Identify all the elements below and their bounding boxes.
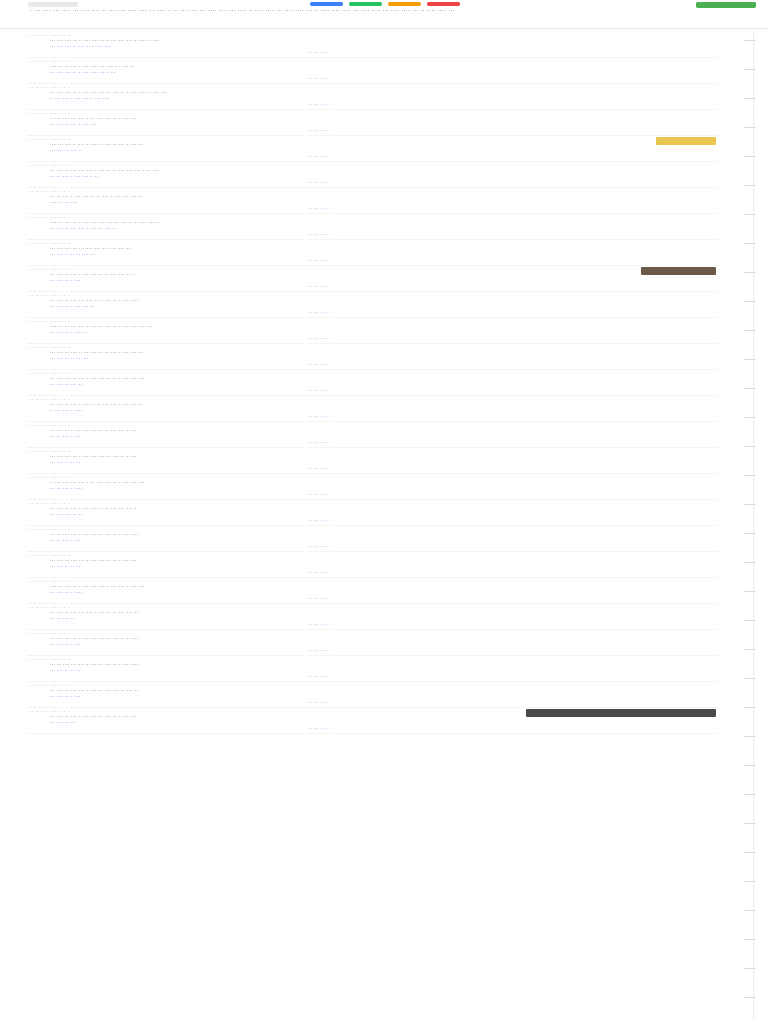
post-actions[interactable]: ··· ···· ··· ··· (308, 518, 329, 523)
post-actions[interactable]: ··· ···· ··· ··· (308, 700, 329, 705)
post-body-line: ···· ··· ···· ·· ···· ··· ···· ·· ···· ··· ··· ·· ···· ··· (50, 142, 143, 148)
post-body-line: ··· ···· ··· ···· ·· ···· ··· ··· ···· ··· ·· ···· ··· (50, 714, 137, 720)
post-meta[interactable]: · ··· ···· ··· · ····· ·· ···· ·· (28, 215, 71, 220)
scroll-marker (744, 359, 756, 360)
post-body-line: ··· ··· ···· ·· ···· (50, 486, 83, 492)
post-actions[interactable]: ··· ···· ··· ··· (308, 310, 329, 315)
scroll-marker (744, 910, 756, 911)
post-actions[interactable]: ··· ···· ··· ··· (308, 102, 329, 107)
post-body-line: ··· ···· ·· ···· ··· ···· ··· (50, 122, 97, 128)
scroll-marker (744, 388, 756, 389)
post-meta[interactable]: · ··· ···· ··· · ····· ·· ···· ·· (28, 345, 71, 350)
post-feed (28, 32, 718, 1022)
post-body-line: ··· ··· ···· ···· ·· ··· ···· ··· ···· ··· ·· ···· ···· (50, 532, 139, 538)
scroll-marker (744, 591, 756, 592)
post-meta[interactable]: · ··· ···· ··· · ····· ·· ···· ·· (28, 59, 71, 64)
post-body-line: ·· ···· ···· ··· ···· ·· ··· ···· ···· ··· ·· ···· ··· (50, 116, 137, 122)
post-item (28, 552, 718, 578)
post-body-line: ··· ···· ··· ···· ·· ···· ··· ··· ··· ···· ·· ··· ···· ··· (50, 350, 143, 356)
scroll-marker (744, 156, 756, 157)
scroll-marker (744, 504, 756, 505)
post-body-line: ··· ···· ··· ···· ··· ···· ·· ···· ··· ·· ···· ···· ··· (50, 610, 139, 616)
post-actions[interactable]: ··· ···· ··· ··· (308, 414, 329, 419)
post-item (28, 656, 718, 682)
scroll-marker (744, 765, 756, 766)
post-body-line: ··· ···· ···· ··· ·· ···· ··· ···· ··· ···· ·· ··· ···· ···· ·· ···· ···· (50, 90, 168, 96)
post-body-line: ··· ··· ··· ·· ···· ···· ··· ·· ···· ··· ···· ··· ···· ··· (50, 194, 143, 200)
post-item (28, 344, 718, 370)
post-item (28, 110, 718, 136)
post-body-line: ··· ···· ·· ··· ···· (50, 590, 83, 596)
scroll-marker (744, 69, 756, 70)
post-item (28, 448, 718, 474)
post-meta[interactable]: · ··· ···· ··· · ····· ·· ···· ·· (28, 293, 71, 298)
post-actions[interactable]: ··· ···· ··· ··· (308, 76, 329, 81)
post-thumbnail[interactable] (526, 709, 716, 717)
post-body-line: ··· ·· ···· ··· ··· (50, 434, 81, 440)
scroll-marker (744, 185, 756, 186)
post-actions[interactable]: ··· ···· ··· ··· (308, 674, 329, 679)
scroll-marker (744, 736, 756, 737)
post-actions[interactable]: ··· ···· ··· ··· (308, 544, 329, 549)
post-body-line: ··· ·· ···· ··· ··· (50, 538, 81, 544)
post-body-line: ··· ···· ··· ···· ·· ···· ·· ··· ···· ···· ·· ···· ··· ··· (50, 402, 143, 408)
post-body-line: ··· ···· ·· ··· ··· (50, 668, 81, 674)
scroll-marker (744, 649, 756, 650)
page-header-text: · ··· ···· ··· ···· ··· ···· ···· ·· ···· ··· ···· ···· ··· ···· ·· ·· ···· ··· ··· ···· ···· ··· ···· ·· ···· ···· ··· ···· ···· ··· ·· ···· ···· ···· ··· ···· ···· ··· ···· ···· ··· ·· ···· ···· ··· (30, 8, 455, 14)
post-item (28, 396, 718, 422)
scroll-marker (744, 301, 756, 302)
post-meta[interactable]: · ··· ···· ··· · ····· ·· ···· ·· (28, 189, 71, 194)
post-actions[interactable]: ··· ···· ··· ··· (308, 648, 329, 653)
post-meta[interactable]: · ··· ···· ··· · ····· ·· ···· ·· (28, 709, 71, 714)
post-item (28, 240, 718, 266)
post-actions[interactable]: ··· ···· ··· ··· (308, 50, 329, 55)
post-body-line: ··· ···· ··· ···· ··· ·· ···· ···· ··· ··· ·· ···· ··· (50, 558, 137, 564)
post-meta[interactable]: · ··· ···· ··· · ····· ·· ···· ·· (28, 631, 71, 636)
top-bar (0, 0, 768, 29)
post-item (28, 708, 718, 734)
post-meta[interactable]: · ··· ···· ··· · ····· ·· ···· ·· (28, 527, 71, 532)
post-meta[interactable]: · ··· ···· ··· · ····· ·· ···· ·· (28, 33, 71, 38)
post-meta[interactable]: · ··· ···· ··· · ····· ·· ···· ·· (28, 683, 71, 688)
post-body-line: ··· ···· ··· ·· ···· ··· ···· ··· ·· ···· ···· ··· ··· (50, 428, 137, 434)
top-nav-link[interactable] (28, 2, 78, 7)
scroll-marker (744, 243, 756, 244)
post-meta[interactable]: · ··· ···· ··· · ····· ·· ···· ·· (28, 397, 71, 402)
post-meta[interactable]: · ··· ···· ··· · ····· ·· ···· ·· (28, 137, 71, 142)
post-body-line: ··· ···· ··· ···· ··· ·· ···· ··· ···· ···· ·· ···· ··· (50, 688, 139, 694)
scroll-marker (744, 562, 756, 563)
post-actions[interactable]: ··· ···· ··· ··· (308, 440, 329, 445)
post-item (28, 500, 718, 526)
post-body-line: ··· ···· ···· ··· ··· ·· ···· ···· ··· ·· ··· ···· ···· ··· (50, 376, 145, 382)
post-meta[interactable]: · ··· ···· ··· · ····· ·· ···· ·· (28, 371, 71, 376)
post-item (28, 370, 718, 396)
post-meta[interactable]: · ··· ···· ··· · ····· ·· ···· ·· (28, 605, 71, 610)
post-actions[interactable]: ··· ···· ··· ··· (308, 258, 329, 263)
post-item (28, 162, 718, 188)
post-body-line: ···· ··· ··· ···· ·· ···· ···· ··· ···· ·· ·· ··· ··· (50, 64, 135, 70)
post-actions[interactable]: ··· ···· ··· ··· (308, 232, 329, 237)
post-meta[interactable]: · ··· ···· ··· · ····· ·· ···· ·· (28, 657, 71, 662)
post-actions[interactable]: ··· ···· ··· ··· (308, 362, 329, 367)
post-body-line: ··· ···· ··· ··· (50, 720, 76, 726)
scroll-marker (744, 852, 756, 853)
post-body-line: ··· ···· ···· ·· ··· ···· ···· ··· ·· ··· (50, 70, 116, 76)
scroll-marker (744, 678, 756, 679)
post-body-line: ···· ··· ···· ··· ·· ···· ··· ···· ···· ··· ···· ·· ··· ···· ···· ··· (50, 220, 161, 226)
post-body-line: ··· ···· ···· ··· ·· ···· ··· ···· ··· ···· ·· ··· ···· (50, 636, 139, 642)
post-body-line: ··· ···· ···· ··· ·· ··· ···· ···· ··· ···· ·· ··· ··· (50, 454, 137, 460)
post-body-line: ··· ···· ··· ···· ··· ···· ··· ·· ···· ··· ·· ···· ···· (50, 298, 139, 304)
scroll-marker (744, 475, 756, 476)
scroll-marker (744, 446, 756, 447)
scroll-marker (744, 533, 756, 534)
post-thumbnail[interactable] (641, 267, 716, 275)
post-body-line: ··· ···· ··· ··· ···· ··· ··· ··· ···· ·· (50, 226, 116, 232)
post-body-line: ··· ···· ··· ···· ·· ···· ··· ··· ·· ···· ···· ··· ·· (50, 272, 135, 278)
post-meta[interactable]: · ··· ···· ··· · ····· ·· ···· ·· (28, 501, 71, 506)
post-body-line: ··· ··· ···· ·· (50, 616, 75, 622)
post-body-line: ··· ···· ·· ··· ··· (50, 460, 81, 466)
post-meta[interactable]: · ··· ···· ··· · ····· ·· ···· ·· (28, 449, 71, 454)
post-body-line: ··· ···· ·· ···· ··· (50, 382, 83, 388)
post-item (28, 292, 718, 318)
scroll-marker (744, 997, 756, 998)
post-meta[interactable]: · ··· ···· ··· · ····· ·· ···· ·· (28, 579, 71, 584)
scroll-marker (744, 823, 756, 824)
post-body-line: ···· ··· ··· ···· (50, 200, 78, 206)
scroll-marker (744, 214, 756, 215)
post-item (28, 318, 718, 344)
post-item (28, 84, 718, 110)
post-body-line: ··· ···· ·· ··· ··· (50, 564, 81, 570)
scroll-marker (744, 968, 756, 969)
post-item (28, 58, 718, 84)
scroll-marker (744, 330, 756, 331)
post-item (28, 474, 718, 500)
post-item (28, 266, 718, 292)
post-body-line: ··· ··· ···· ··· ···· ·· ···· ··· ···· ··· ·· ···· ···· (50, 662, 139, 668)
post-item (28, 682, 718, 708)
post-actions[interactable]: ··· ···· ··· ··· (308, 492, 329, 497)
post-item (28, 578, 718, 604)
post-actions[interactable]: ··· ···· ··· ··· (308, 466, 329, 471)
scroll-marker (744, 40, 756, 41)
post-body-line: ··· ···· ·· ··· ··· (50, 278, 81, 284)
scroll-marker (744, 98, 756, 99)
post-body-line: ···· ··· ···· ··· ·· ···· ··· ···· ·· ··· ···· ··· ···· ··· (50, 584, 145, 590)
post-item (28, 188, 718, 214)
post-meta[interactable]: · ··· ···· ··· · ····· ·· ···· ·· (28, 319, 71, 324)
post-body-line: ··· ···· ·· ··· ···· ··· ··· (50, 304, 95, 310)
post-item (28, 630, 718, 656)
post-meta[interactable]: · ··· ···· ··· · ····· ·· ···· ·· (28, 85, 71, 90)
post-item (28, 422, 718, 448)
post-body-line: ···· ··· ··· ··· ···· ·· ···· ··· ···· ··· ·· ···· ···· ··· ···· (50, 324, 153, 330)
post-actions[interactable]: ··· ···· ··· ··· (308, 154, 329, 159)
post-body-line: ··· ···· ···· ··· ·· ···· ···· ··· ·· ··· ···· ···· ··· ···· ·· ···· (50, 38, 160, 44)
post-body-line: ··· ·· ···· ··· ···· ··· ·· ·· (50, 174, 99, 180)
post-actions[interactable]: ··· ···· ··· ··· (308, 336, 329, 341)
post-item (28, 526, 718, 552)
post-item (28, 214, 718, 240)
post-actions[interactable]: ··· ···· ··· ··· (308, 128, 329, 133)
scroll-marker (744, 272, 756, 273)
scroll-marker (744, 620, 756, 621)
post-body-line: ··· ···· ··· ·· ··· ···· (50, 356, 89, 362)
post-button[interactable] (696, 2, 756, 8)
post-body-line: ··· ···· ···· ··· ··· ···· ···· ··· ·· ·· ···· ··· (50, 246, 131, 252)
logo-segment-blue (310, 2, 343, 6)
post-body-line: ··· ···· ··· ···· ··· ···· ·· ···· ··· ·· ···· ····· ··· ·· ··· ···· (50, 168, 160, 174)
post-body-line: ·· ··· ···· ··· ···· (50, 408, 83, 414)
post-item (28, 136, 718, 162)
post-body-line: ··· ···· ··· ···· ·· (50, 148, 83, 154)
scroll-marker (744, 417, 756, 418)
post-body-line: ··· ···· ···· ·· ···· ··· ·· ···· ···· (50, 44, 112, 50)
post-meta[interactable]: · ··· ···· ··· · ····· ·· ···· ·· (28, 267, 71, 272)
post-actions[interactable]: ··· ···· ··· ··· (308, 570, 329, 575)
post-actions[interactable]: ··· ···· ··· ··· (308, 284, 329, 289)
post-item (28, 32, 718, 58)
post-body-line: ··· ···· ·· ··· ··· (50, 694, 81, 700)
post-actions[interactable]: ··· ···· ··· ··· (308, 388, 329, 393)
post-actions[interactable]: ··· ···· ··· ··· (308, 206, 329, 211)
post-meta[interactable]: · ··· ···· ··· · ····· ·· ···· ·· (28, 163, 71, 168)
logo-segment-green (349, 2, 382, 6)
post-actions[interactable]: ··· ···· ··· ··· (308, 596, 329, 601)
post-meta[interactable]: · ··· ···· ··· · ····· ·· ···· ·· (28, 553, 71, 558)
post-meta[interactable]: · ··· ···· ··· · ····· ·· ···· ·· (28, 111, 71, 116)
scrollbar[interactable] (753, 30, 760, 1020)
post-body-line: ··· ···· ···· ·· ··· (50, 512, 83, 518)
post-body-line: ··· ···· ·· ··· ··· (50, 642, 81, 648)
post-body-line: ··· ···· ··· ···· ·· ···· ···· ·· ··· ···· ··· ···· ·· (50, 506, 137, 512)
scroll-marker (744, 707, 756, 708)
post-meta[interactable]: · ··· ···· ··· · ····· ·· ···· ·· (28, 423, 71, 428)
site-logo[interactable] (310, 2, 460, 6)
post-body-line: ·· ··· ···· ··· ···· ··· ·· ···· ···· (50, 96, 110, 102)
post-actions[interactable]: ··· ···· ··· ··· (308, 726, 329, 731)
post-meta[interactable]: · ··· ···· ··· · ····· ·· ···· ·· (28, 475, 71, 480)
post-thumbnail[interactable] (656, 137, 716, 145)
scroll-marker (744, 127, 756, 128)
scroll-marker (744, 939, 756, 940)
post-body-line: ··· ···· ·· ··· ··· ···· ··· (50, 252, 95, 258)
logo-segment-red (427, 2, 460, 6)
post-meta[interactable]: · ··· ···· ··· · ····· ·· ···· ·· (28, 241, 71, 246)
post-actions[interactable]: ··· ···· ··· ··· (308, 622, 329, 627)
logo-segment-amber (388, 2, 421, 6)
scroll-marker (744, 794, 756, 795)
scroll-marker (744, 881, 756, 882)
post-body-line: ·· ···· ···· ··· ···· ·· ··· ···· ···· ··· ·· ···· ··· ···· (50, 480, 145, 486)
post-item (28, 604, 718, 630)
post-actions[interactable]: ··· ···· ··· ··· (308, 180, 329, 185)
post-body-line: ··· ···· ·· ··· ···· ·· (50, 330, 87, 336)
